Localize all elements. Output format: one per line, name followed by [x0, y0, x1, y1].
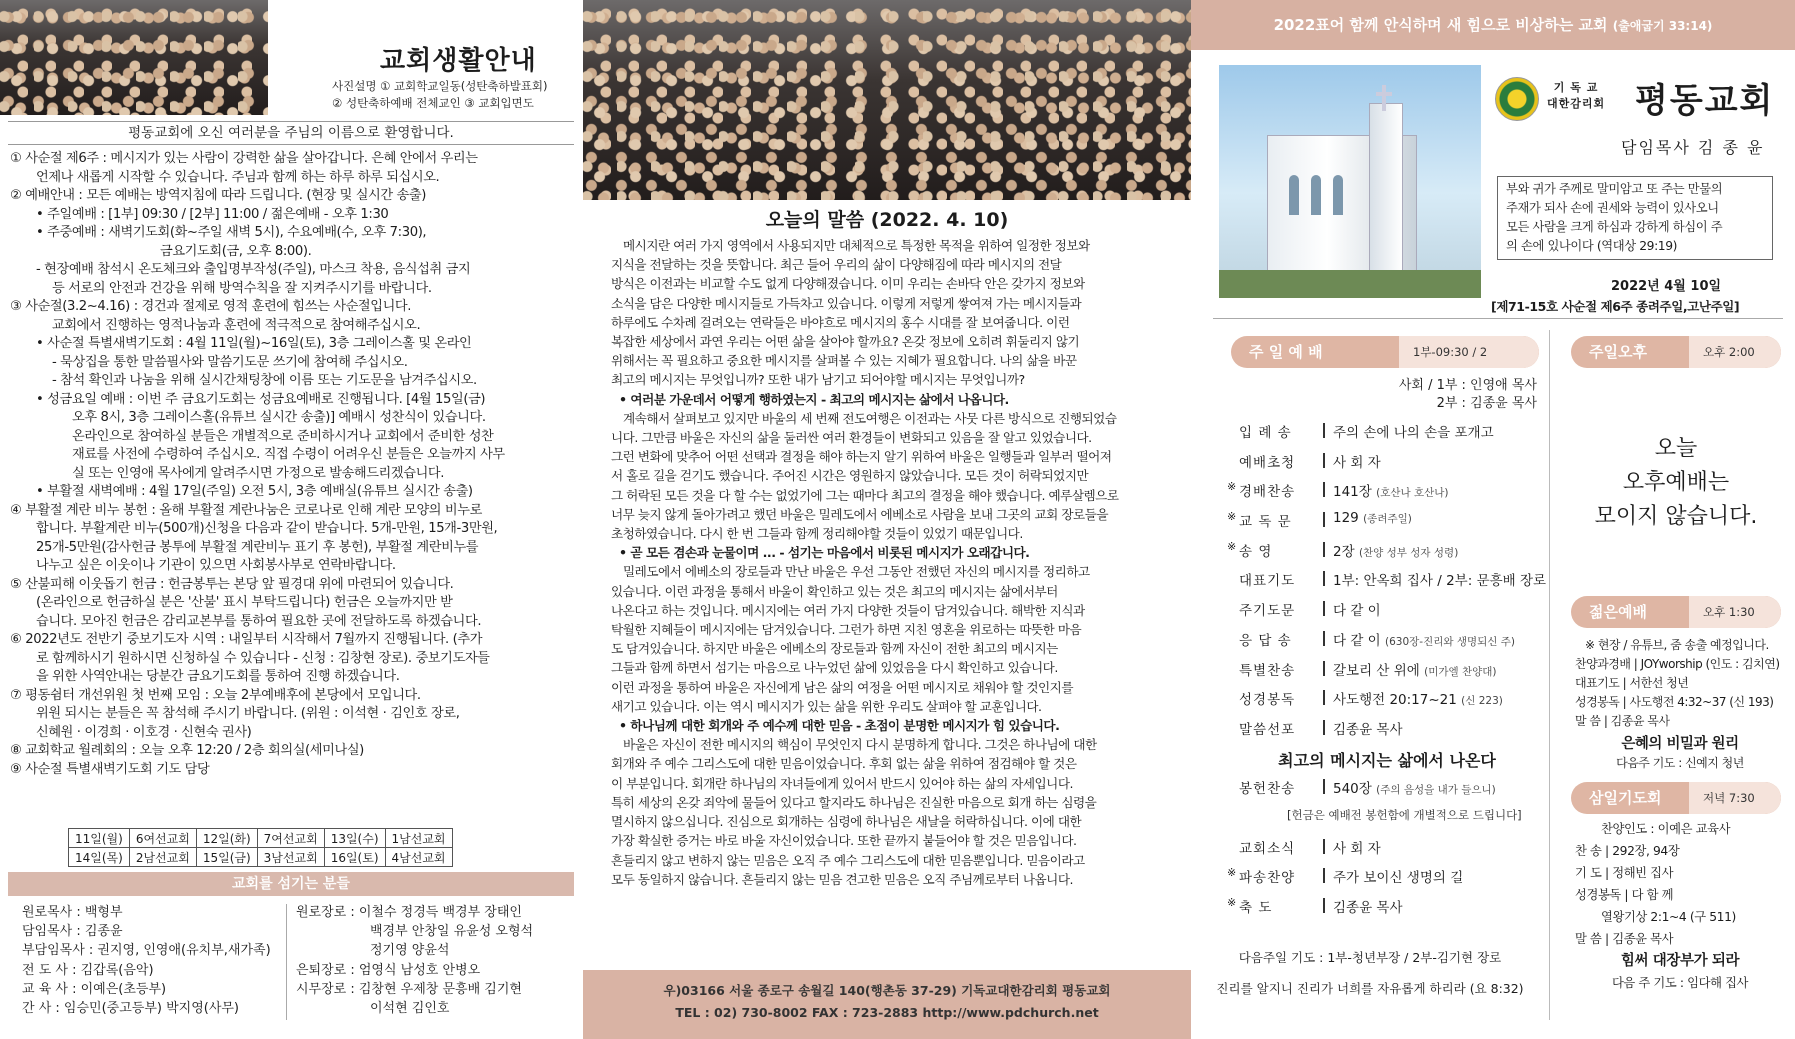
sermon-line: 새기고 있습니다. 이는 역시 메시지가 있는 삶을 위한 우리도 살펴야 할 교훈입니다. — [611, 698, 1042, 714]
table-cell: 15일(금) — [196, 848, 257, 867]
service-time: 저녁 7:30 — [1689, 782, 1781, 814]
servant-line: 이석현 김인호 — [370, 1001, 450, 1017]
photo-sunday-school — [0, 0, 268, 115]
bulletin-date: 2022년 4월 10일 — [1611, 279, 1722, 294]
notice-line: - 현장예배 참석시 온도체크와 출입명부작성(주일), 마스크 착용, 음식섭취 금지 — [36, 262, 471, 277]
wed-line: 열왕기상 2:1~4 (구 511) — [1601, 910, 1736, 924]
sermon-line: 위해서는 꼭 필요하고 중요한 메시지를 살펴볼 수 있는 지혜가 필요합니다. 나의 삶을 바꾼 — [611, 353, 1077, 369]
order-item: 말씀선포 김종윤 목사 — [1239, 721, 1403, 738]
sermon-title: 오늘의 말씀 (2022. 4. 10) — [765, 209, 1009, 231]
table-cell: 7여선교회 — [257, 829, 324, 848]
wednesday-prayer-order — [1575, 818, 1785, 994]
church-name: 평동교회 — [1635, 81, 1775, 121]
methodist-logo-icon — [1495, 77, 1539, 121]
order-item: 입 례 송 주의 손에 나의 손을 포개고 — [1239, 425, 1494, 441]
column-worship-order — [1191, 0, 1795, 1039]
sermon-line: 초청하였습니다. 다시 한 번 그들과 함께 정리해야할 것들이 있었기 때문입니다. — [611, 526, 1023, 542]
notice-line: - 참석 확인과 나눔을 위해 실시간채팅창에 이름 또는 기도문을 남겨주십시오. — [52, 373, 477, 388]
motto-reference: (출애굽기 33:14) — [1612, 19, 1713, 33]
youth-sermon-title: 은혜의 비밀과 원리 — [1621, 736, 1739, 752]
order-item: 응 답 송 다 같 이 (630장-진리와 생명되신 주) — [1239, 632, 1516, 649]
prayer-schedule-table — [68, 828, 453, 867]
notice-line: 을 위한 사역안내는 당분간 금요기도회를 통하여 진행 하겠습니다. — [36, 669, 400, 684]
column-sermon — [583, 0, 1191, 1039]
scripture-line: 주재가 되사 손에 권세와 능력이 있사오니 — [1506, 201, 1719, 215]
sermon-line: 바울은 자신이 전한 메시지의 핵심이 무엇인지 다시 분명하게 합니다. 그것은 하나님에 대한 — [623, 737, 1097, 753]
column-church-life — [0, 0, 583, 1039]
photo-caption: 사진설명 ① 교회학교일동(성탄축하발표회) ② 성탄축하예배 전체교인 ③ 교회입면도 — [332, 79, 548, 110]
sermon-name-row — [1227, 748, 1547, 778]
notice-line: ⑦ 평동쉼터 개선위원 첫 번째 모임 : 오늘 2부예배후에 본당에서 모입니다. — [10, 687, 421, 703]
offering-note-row — [1227, 807, 1547, 837]
notice-line: • 주일예배 : [1부] 09:30 / [2부] 11:00 / 젊은예배 - 오후 1:30 — [36, 206, 389, 222]
notice-line: • 부활절 새벽예배 : 4월 17일(주일) 오전 5시, 3층 예배실(유튜브 실시간 송출) — [36, 484, 473, 499]
notice-line: ② 예배안내 : 모든 예배는 방역지침에 따라 드립니다. (현장 및 실시간 송출) — [10, 188, 426, 203]
servant-line: 교 육 사 : 이예은(초등부) — [22, 981, 167, 997]
notice-line: 등 서로의 안전과 건강을 위해 방역수칙을 잘 지켜주시기를 바랍니다. — [52, 280, 432, 296]
table-cell: 12일(화) — [196, 829, 257, 848]
order-item: 봉헌찬송 540장 (주의 음성을 내가 들으니) — [1239, 781, 1496, 798]
wed-line: 말 씀 | 김종윤 목사 — [1575, 932, 1674, 946]
youth-service-order — [1575, 636, 1785, 773]
scripture-line: 모든 사람을 크게 하심과 강하게 하심이 주 — [1506, 220, 1723, 234]
youth-next-prayer: 다음주 기도 : 신예지 청년 — [1616, 756, 1744, 770]
youth-line: 말 씀 | 김종윤 목사 — [1575, 714, 1670, 728]
bulletin-issue: [제71-15호 사순절 제6주 종려주일,고난주일] — [1491, 299, 1740, 314]
sermon-line: 특히 세상의 온갖 죄악에 물들어 있다고 할지라도 하나님은 진실한 마음으로 회개 하는 심령을 — [611, 794, 1097, 810]
notice-line: ③ 사순절(3.2~4.16) : 경건과 절제로 영적 훈련에 힘쓰는 사순절입니다. — [10, 299, 412, 314]
motto-text: 2022표어 함께 안식하며 새 힘으로 비상하는 교회 — [1273, 16, 1608, 34]
youth-line: ※ 현장 / 유튜브, 줌 송출 예정입니다. — [1585, 638, 1769, 652]
officiant: 사회 / 1부 : 인영애 목사 2부 : 김종윤 목사 — [1398, 378, 1537, 411]
motto-banner — [1191, 0, 1795, 50]
service-time: 오후 1:30 — [1689, 596, 1781, 628]
denomination: 기 독 교 대한감리회 — [1547, 81, 1606, 110]
sermon-line: 그들과 함께 하면서 섬기는 마음으로 나누었던 삶에 있었음을 다시 확인하고 있습니다. — [611, 660, 1058, 676]
notice-line: 실 또는 인영애 목사에게 알려주시면 가정으로 발송해드리겠습니다. — [72, 465, 445, 481]
ground-shape — [1219, 270, 1481, 298]
divider — [286, 904, 287, 1020]
notice-line: • 주중예배 : 새벽기도회(화~주일 새벽 5시), 수요예배(수, 오후 7:30), — [36, 225, 427, 240]
sermon-line: 최고의 메시지는 무엇입니까? 또한 내가 남기고 되어야할 메시지는 무엇입니까? — [611, 372, 1025, 388]
church-phone-web: TEL : 02) 730-8002 FAX : 723-2883 http://www.pdchurch.net — [675, 1005, 1099, 1020]
sermon-line: 서 홀로 길을 걷기도 했습니다. 주어진 시간은 영원하지 않았습니다. 모든 것이 허락되었지만 — [611, 468, 1089, 484]
sermon-heading: • 하나님께 대한 회개와 주 예수께 대한 믿음 - 초점이 분명한 메시지가 힘 있습니다. — [619, 718, 1060, 734]
table-cell: 3남선교회 — [257, 848, 324, 867]
notice-line: • 성금요일 예배 : 이번 주 금요기도회는 성금요예배로 진행됩니다. [4월 15일(금) — [36, 391, 486, 407]
sermon-line: 도 담겨있습니다. 하지만 바울은 에베소의 장로들과 함께 자신이 전한 최고의 메시지는 — [611, 641, 1058, 657]
sermon-heading: • 곧 모든 겸손과 눈물이며 ... - 섬기는 마음에서 비롯된 메시지가 오래갑니다. — [619, 545, 1030, 561]
servant-line: 백경부 안창일 유윤성 오형석 — [370, 924, 534, 940]
sermon-line: 가장 확실한 증거는 바로 바울 자신이었습니다. 또한 끝까지 붙들어야 할 것은 믿음입니다. — [611, 833, 1077, 849]
window-shape — [1311, 175, 1321, 215]
table-cell: 6여선교회 — [129, 829, 196, 848]
notice-line: - 묵상집을 통한 말씀필사와 말씀기도문 쓰기에 참여해 주십시오. — [52, 354, 408, 370]
notice-line: 로 함께하시기 원하시면 신청하실 수 있습니다 - 신청 : 김창현 장로). 중보기도자들 — [36, 650, 490, 666]
servants-list-ministers — [22, 903, 271, 1018]
table-cell: 4남선교회 — [385, 848, 452, 867]
wednesday-prayer-header: 삼일기도회 저녁 7:30 — [1571, 782, 1781, 814]
sermon-line: 있습니다. 이런 과정을 통해서 바울이 확인하고 있는 것은 최고의 메시지는 삶에서부터 — [611, 583, 1058, 599]
church-address: 우)03166 서울 종로구 송월길 140(행촌동 37-29) 기독교대한감리회 평동교회 — [663, 983, 1111, 998]
table-cell: 1남선교회 — [385, 829, 452, 848]
notice-list — [10, 150, 576, 779]
table-row — [69, 848, 453, 867]
order-item: 예배초청 사 회 자 — [1239, 454, 1381, 471]
youth-line: 대표기도 | 서한선 청년 — [1575, 676, 1689, 690]
servants-header: 교회를 섬기는 분들 — [8, 872, 574, 896]
notice-line: ⑥ 2022년도 전반기 중보기도자 시역 : 내일부터 시작해서 7월까지 진행됩니다. (추가 — [10, 632, 483, 647]
sermon-line: 소식을 담은 다양한 메시지들로 가득차고 있습니다. 이렇게 저렇게 쌓여져 가는 메시지들과 — [611, 295, 1082, 311]
youth-line: 성경봉독 | 사도행전 4:32~37 (신 193) — [1575, 695, 1774, 709]
table-cell: 11일(월) — [69, 829, 130, 848]
order-item: 주기도문 다 같 이 — [1239, 603, 1381, 620]
order-item: ※ 축 도 김종윤 목사 — [1227, 896, 1403, 916]
wed-next-prayer: 다음 주 기도 : 임다해 집사 — [1611, 976, 1749, 990]
offering-note: [헌금은 예배전 봉헌함에 개별적으로 드립니다] — [1287, 807, 1522, 822]
sermon-line: 그 허락된 모든 것을 다 할 수는 없었기에 그는 때마다 최고의 결정을 해야 했습니다. 예루살렘으로 — [611, 487, 1119, 503]
window-shape — [1289, 175, 1299, 215]
sermon-line: 지식을 전달하는 것을 뜻합니다. 최근 들어 우리의 삶이 다양해짐에 따라 메시지의 전달 — [611, 257, 1062, 273]
notice-line: 나누고 싶은 이웃이나 기관이 있으면 사회봉사부로 연락바랍니다. — [36, 558, 396, 573]
divider — [1549, 330, 1550, 1020]
sermon-name: 최고의 메시지는 삶에서 나온다 — [1278, 750, 1496, 770]
table-cell: 14일(목) — [69, 848, 130, 867]
order-item: ※ 경배찬송 141장 (호산나 호산나) — [1227, 480, 1449, 501]
notice-line: ⑨ 사순절 특별새벽기도회 기도 담당 — [10, 761, 210, 777]
sermon-line: 밀레도에서 에베소의 장로들과 만난 바울은 우선 그동안 전했던 자신의 메시지를 정리하고 — [623, 564, 1090, 580]
order-item: 성경봉독 사도행전 20:17~21 (신 223) — [1239, 692, 1503, 709]
sermon-line: 니다. 그만큼 바울은 자신의 삶을 둘러싼 여러 환경들이 변화되고 있음을 잘 알고 있었습니다. — [611, 430, 1092, 446]
notice-line: 25개-5만원(감사헌금 봉투에 부활절 계란비누 표기 후 봉헌), 부활절 계란비누를 — [36, 539, 479, 555]
notice-line: ⑤ 산불피해 이웃돕기 헌금 : 헌금봉투는 본당 앞 필경대 위에 마련되어 있습니다. — [10, 576, 454, 592]
servants-list-elders — [296, 903, 533, 1018]
church-building-image — [1219, 65, 1481, 298]
wed-sermon-title: 힘써 대장부가 되라 — [1620, 953, 1740, 969]
notice-line: ⑧ 교회학교 월례회의 : 오늘 오후 12:20 / 2층 회의실(세미나실) — [10, 743, 364, 758]
notice-line: 위원 되시는 분들은 꼭 참석해 주시기 바랍니다. (위원 : 이석현 · 김인호 장로, — [36, 706, 460, 721]
order-item: ※ 송 영 2장 (찬양 성부 성자 성령) — [1227, 539, 1459, 560]
worship-order — [1227, 421, 1547, 926]
servant-line: 은퇴장로 : 엄영식 남성호 안병오 — [296, 962, 481, 978]
sermon-line: 회개와 주 예수 그리스도에 대한 믿음이었습니다. 후회 없는 삶을 위하여 점검해야 할 것은 — [611, 756, 1077, 772]
sermon-line: 이 부분입니다. 회개란 하나님의 자녀들에게 있어서 반드시 있어야 하는 삶의 자세입니다. — [611, 775, 1073, 791]
service-time: 1부-09:30 / 2 — [1399, 336, 1539, 368]
sermon-line: 이런 과정을 통하여 바울은 자신에게 남은 삶의 여정을 어떤 메시지로 채워야 할 것인지를 — [611, 679, 1073, 695]
servant-line: 원로목사 : 백형부 — [22, 905, 123, 920]
table-cell: 16일(토) — [324, 848, 385, 867]
service-time: 오후 2:00 — [1689, 336, 1781, 368]
youth-service-header: 젊은예배 오후 1:30 — [1571, 596, 1781, 628]
scripture-line: 의 손에 있나이다 (역대상 29:19) — [1506, 239, 1678, 253]
closing-verse: 진리를 알지니 진리가 너희를 자유롭게 하리라 (요 8:32) — [1216, 981, 1524, 996]
order-item: 대표기도 1부: 안옥희 집사 / 2부: 문흥배 장로 — [1239, 573, 1547, 590]
servant-line: 원로장로 : 이철수 정경득 백경부 장태인 — [296, 905, 522, 920]
next-week-prayer: 다음주일 기도 : 1부-청년부장 / 2부-김기현 장로 — [1238, 950, 1502, 965]
servant-line: 시무장로 : 김창현 우제창 문흥배 김기현 — [296, 981, 522, 997]
wed-line: 성경봉독 | 다 함 께 — [1575, 888, 1674, 902]
sermon-line: 흔들리지 않고 변하지 않는 믿음은 오직 주 예수 그리스도에 대한 믿음뿐입니다. 믿음이라고 — [611, 852, 1085, 868]
sermon-line: 탁월한 지혜들이 메시지에는 담겨있습니다. 그런가 하면 지친 영혼을 위로하는 따뜻한 마음 — [611, 622, 1082, 638]
sermon-line: 나온다고 하는 것입니다. 메시지에는 여러 가지 다양한 것들이 담겨있습니다. 해박한 지식과 — [611, 602, 1085, 618]
order-item: 특별찬송 갈보리 산 위에 (미가엘 찬양대) — [1239, 662, 1497, 679]
notice-line: 교회에서 진행하는 영적나눔과 훈련에 적극적으로 참여해주십시오. — [52, 317, 421, 333]
sermon-line: 복잡한 세상에서 과연 우리는 어떤 삶을 살아야 할까요? 온갖 정보에 오히려 휘둘리지 않기 — [611, 334, 1080, 350]
notice-line: 금요기도회(금, 오후 8:00). — [160, 243, 312, 259]
notice-line: ④ 부활절 계란 비누 봉헌 : 올해 부활절 계란나눔은 코로나로 인해 계란 모양의 비누로 — [10, 502, 482, 518]
servant-line: 정기영 양윤석 — [370, 943, 450, 959]
wed-line: 찬 송 | 292장, 94장 — [1575, 844, 1680, 858]
notice-line: 오후 8시, 3층 그레이스홀(유튜브 실시간 송출)] 예배시 성찬식이 있습니다. — [72, 410, 486, 425]
sermon-text — [611, 236, 1171, 889]
notice-line: 언제나 새롭게 시작할 수 있습니다. 주님과 함께 하는 하루 하루 되십시오. — [36, 169, 440, 185]
sunday-service-header: 주 일 예 배 1부-09:30 / 2 — [1231, 336, 1539, 368]
tower-shape — [1369, 103, 1403, 275]
table-row — [69, 829, 453, 848]
photo-christmas-service — [583, 0, 1191, 200]
notice-line: 재료를 사전에 수령하여 주십시오. 직접 수령이 어려우신 분들은 오늘까지 사무 — [72, 447, 505, 462]
wed-line: 기 도 | 정해빈 집사 — [1575, 866, 1674, 880]
order-item: ※ 파송찬양 주가 보이신 생명의 길 — [1227, 866, 1464, 887]
servant-line: 부담임목사 : 권지영, 인영애(유치부,새가족) — [22, 943, 271, 959]
sermon-line: 방식은 이전과는 비교할 수도 없게 다양해졌습니다. 이미 우리는 손바닥 안은 갖가지 정보와 — [611, 276, 1085, 292]
welcome-message: 평동교회에 오신 여러분을 주님의 이름으로 환영합니다. — [8, 121, 574, 145]
scripture-line: 부와 귀가 주께로 말미암고 또 주는 만물의 — [1506, 182, 1723, 196]
sermon-heading: • 여러분 가운데서 어떻게 행하였는지 - 최고의 메시지는 삶에서 나옵니다. — [619, 391, 1009, 407]
notice-line: ① 사순절 제6주 : 메시지가 있는 사람이 강력한 삶을 살아갑니다. 은혜 안에서 우리는 — [10, 151, 478, 166]
servant-line: 담임목사 : 김종윤 — [22, 924, 123, 940]
notice-line: 온라인으로 참여하실 분들은 개별적으로 준비하시거나 교회에서 준비한 성찬 — [72, 428, 494, 444]
sermon-line: 멸시하지 않으십니다. 진심으로 회개하는 심령에 하나님은 새날을 허락하십니다. 이에 대한 — [611, 814, 1082, 830]
servant-line: 전 도 사 : 김갑록(음악) — [22, 962, 154, 978]
sermon-line: 계속해서 살펴보고 있지만 바울의 세 번째 전도여행은 이전과는 사뭇 다른 방식으로 진행되었습 — [623, 410, 1117, 426]
no-afternoon-service-notice: 오늘 오후예배는 모이지 않습니다. — [1594, 436, 1758, 529]
wed-line: 찬양인도 : 이예은 교육사 — [1601, 822, 1731, 836]
window-shape — [1333, 175, 1343, 215]
sermon-line: 모두 동일하지 않습니다. 흔들리지 않는 믿음 견고한 믿음은 오직 주님께로부터 나옵니다. — [611, 871, 1073, 887]
sermon-line: 메시지란 여러 가지 영역에서 사용되지만 대체적으로 특정한 목적을 위하여 일정한 정보와 — [623, 238, 1090, 253]
scripture-box — [1497, 176, 1773, 260]
notice-line: 습니다. 모아진 헌금은 감리교본부를 통하여 필요한 곳에 전달하도록 하겠습니다. — [36, 613, 482, 629]
table-cell: 13일(수) — [324, 829, 385, 848]
notice-line: • 사순절 특별새벽기도회 : 4월 11일(월)~16일(토), 3층 그레이스홀 및 온라인 — [36, 336, 472, 351]
cross-icon — [1376, 92, 1392, 96]
order-item: 교회소식 사 회 자 — [1239, 840, 1381, 857]
section-title: 교회생활안내 — [380, 46, 537, 76]
afternoon-service-header: 주일오후 오후 2:00 — [1571, 336, 1781, 368]
servant-line: 간 사 : 임승민(중고등부) 박지영(사무) — [22, 1001, 240, 1017]
senior-pastor: 담임목사 김 종 윤 — [1621, 138, 1765, 157]
church-contact-box — [583, 970, 1191, 1039]
order-item: ※ 교 독 문 129 (종려주일) — [1227, 510, 1412, 531]
sermon-line: 그런 변화에 맞추어 어떤 선택과 결정을 해야 하는지 알기 위하여 바울은 일행들과 일부러 떨어져 — [611, 449, 1112, 465]
sermon-line: 하루에도 수차례 걸려오는 연락들은 바야흐로 메시지의 홍수 시대를 잘 보여줍니다. 이런 — [611, 314, 1070, 330]
divider — [1213, 318, 1783, 319]
table-cell: 2남선교회 — [129, 848, 196, 867]
cross-icon — [1382, 85, 1386, 111]
youth-line: 찬양과경배 | JOYworship (인도 : 김치연) — [1575, 657, 1780, 671]
notice-line: 합니다. 부활계란 비누(500개)신청을 다음과 같이 받습니다. 5개-만원, 15개-3만원, — [36, 521, 498, 536]
sermon-line: 너무 늦지 않게 돌아가려고 했던 바울은 밀레도에서 에베소로 사람을 보내 그곳의 교회 장로들을 — [611, 506, 1108, 522]
notice-line: (온라인으로 헌금하실 분은 '산불' 표시 부탁드립니다) 헌금은 오늘까지만 받 — [36, 595, 453, 610]
notice-line: 신혜원 · 이경희 · 이호경 · 신현숙 권사) — [36, 724, 252, 740]
